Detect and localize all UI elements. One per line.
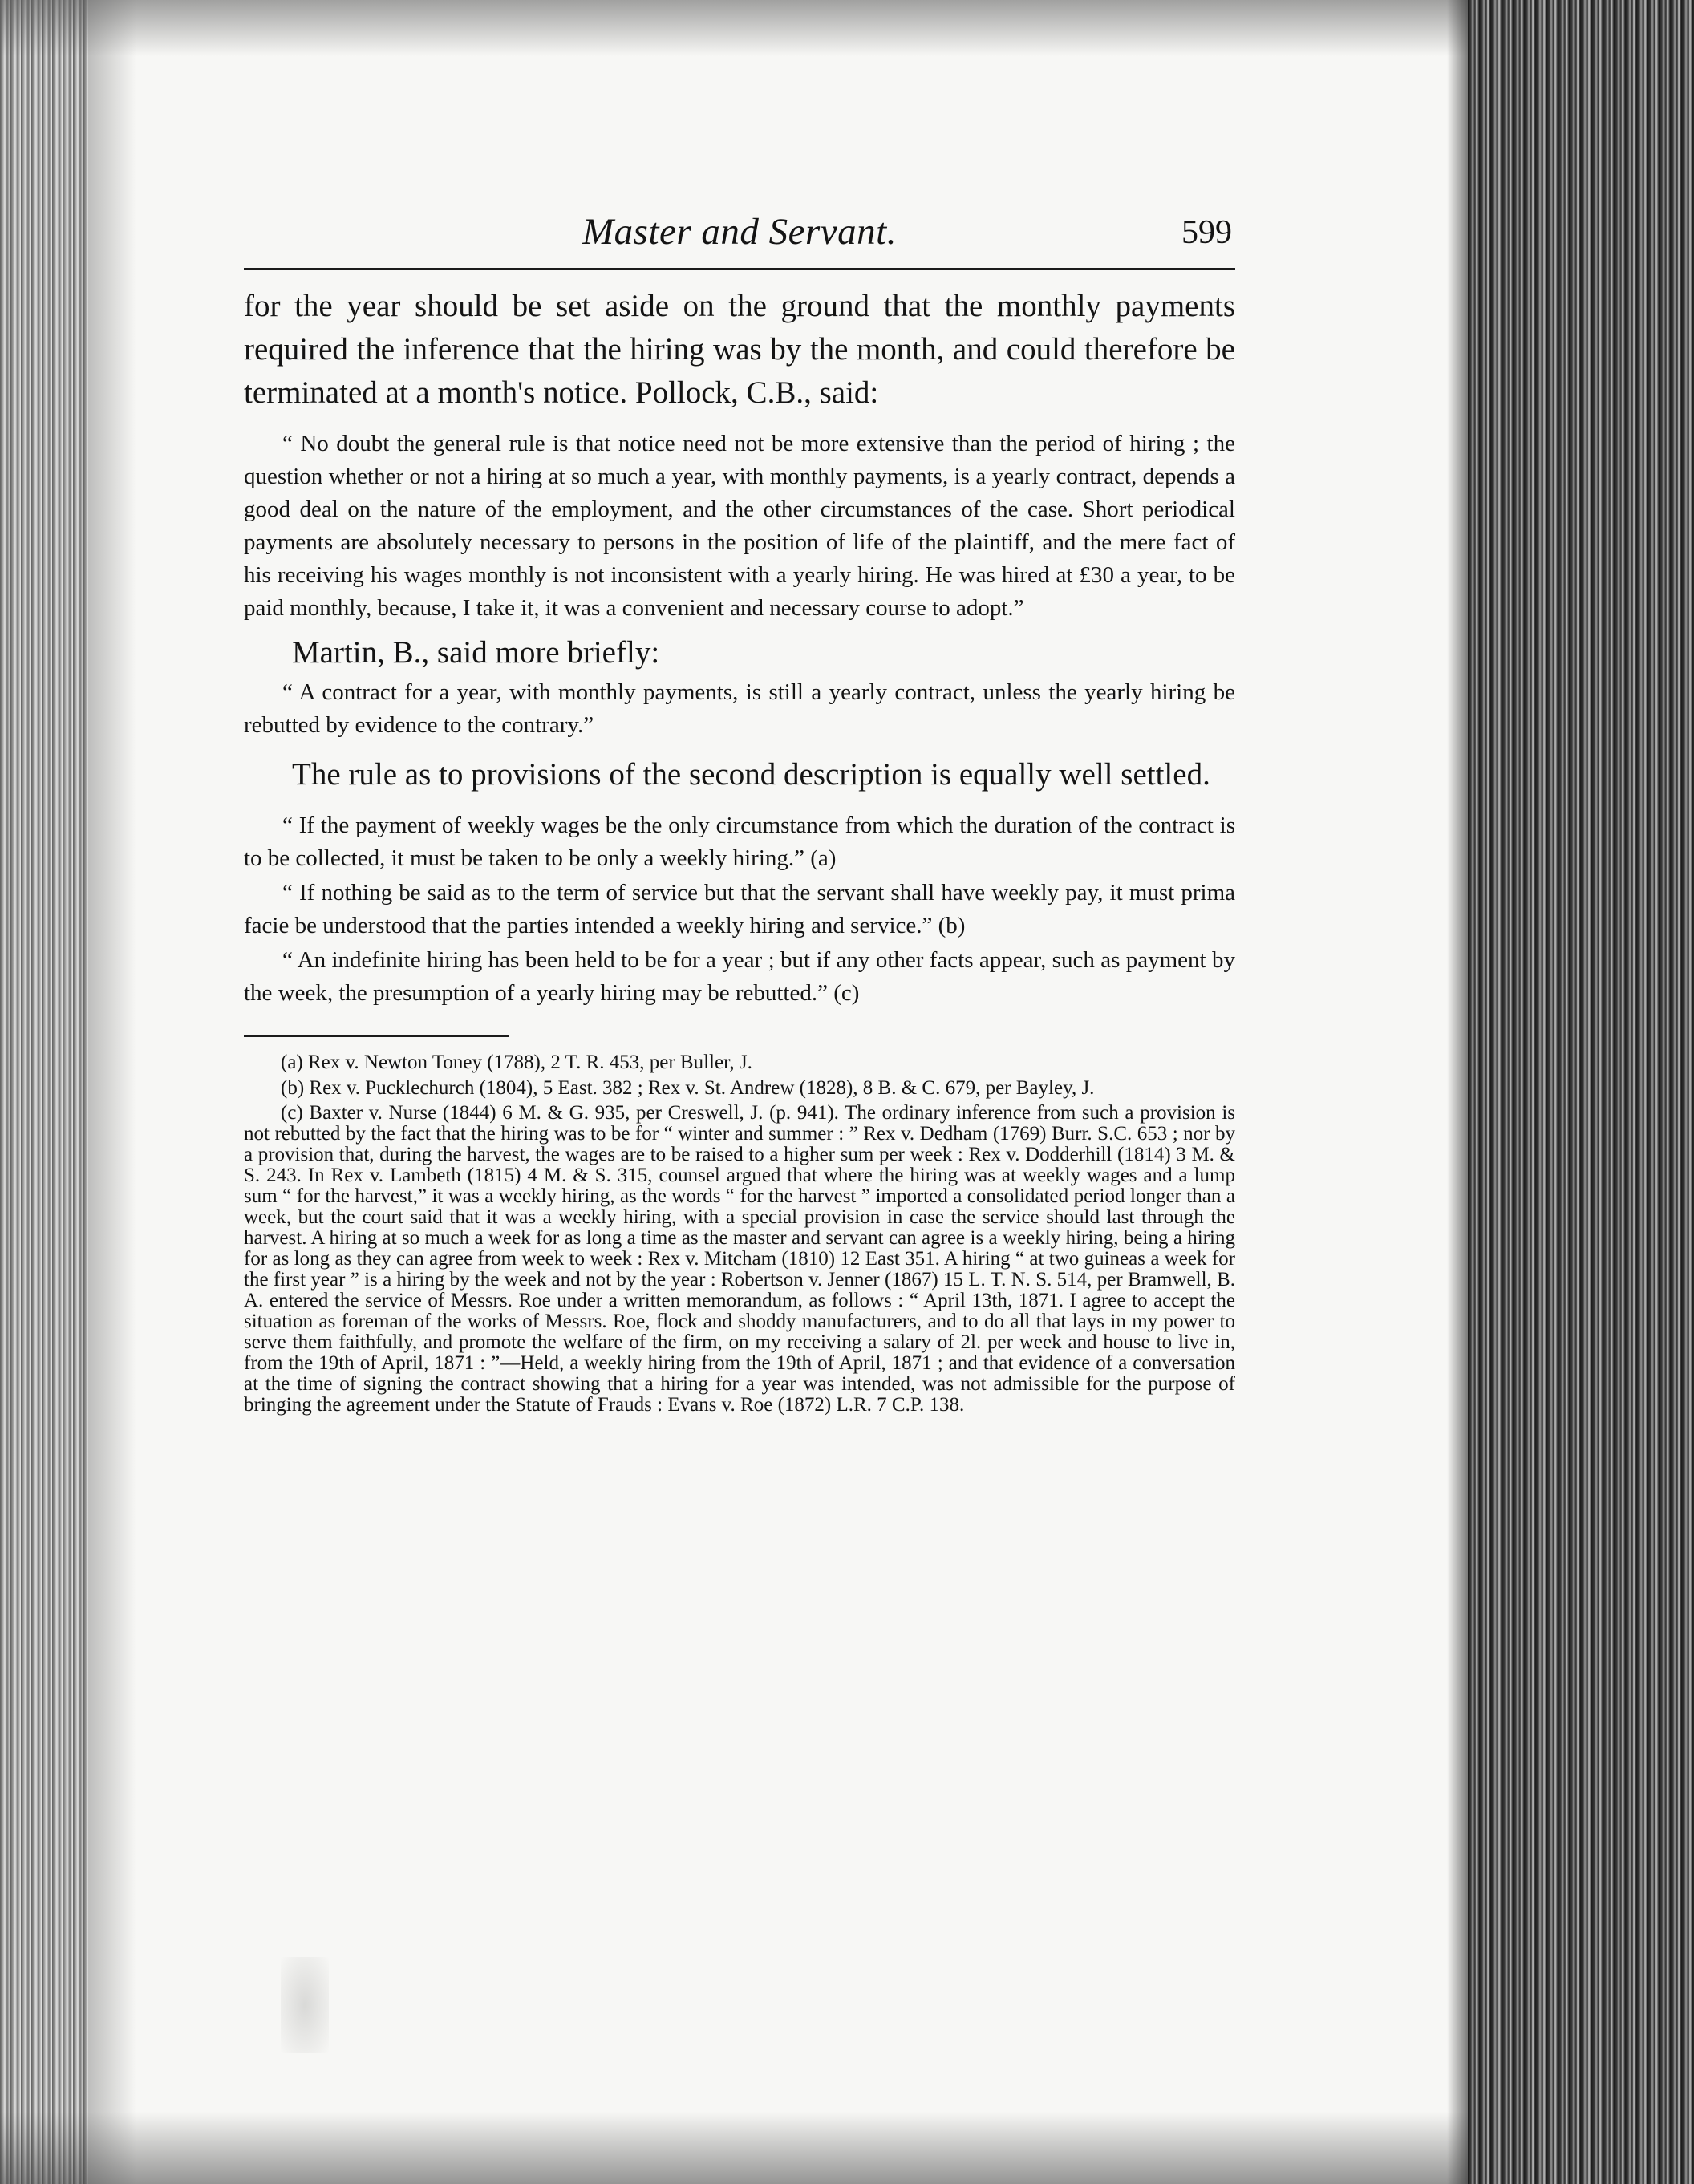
body-paragraph-2: Martin, B., said more briefly: (292, 635, 660, 670)
quote-a: “ If the payment of weekly wages be the only circumstance from which the duration of the contract is to be collected, it must be taken to be only a weekly hiring.” (a) (244, 812, 1235, 871)
page-number: 599 (1181, 214, 1232, 251)
scan-edge-top (0, 0, 1468, 56)
quote-pollock: “ No doubt the general rule is that notice need not be more extensive than the period of hiring ; the question whether or not a hiring at so much a year, with monthly payments, is a yearly contract, depends a good deal on the nature of the employment, and the other circumstances of the case. Short periodical payments are absolutely necessary to persons in the position of life of the plaintiff, and the mere fact of his receiving his wages monthly is not inconsistent with a yearly hiring. He was hired at £30 a year, to be paid monthly, because, I take it, it was a convenient and necessary course to adopt.” (244, 431, 1235, 621)
running-title: Master and Servant. (582, 211, 897, 253)
body-paragraph-3: The rule as to provisions of the second description is equally well settled. (292, 757, 1210, 792)
quote-c: “ An indefinite hiring has been held to be for a year ; but if any other facts appear, such as payment by the week, the presumption of a yearly hiring may be rebutted.” (c) (244, 947, 1235, 1006)
body-paragraph-1: for the year should be set aside on the ground that the monthly payments required the inference that the hiring was by the month, and could therefore be terminated at a month's notice. Pollock, C.B., said: (244, 289, 1235, 410)
header-rule (244, 268, 1235, 270)
running-head (244, 210, 1235, 260)
scan-shadow-left (88, 0, 136, 2184)
scan-edge-bottom (0, 2112, 1468, 2184)
scan-shadow-right (1447, 0, 1468, 2184)
footnote-rule (244, 1035, 509, 1037)
footnote-c: (c) Baxter v. Nurse (1844) 6 M. & G. 935, per Creswell, J. (p. 941). The ordinary inference from such a provision is not rebutted by the fact that the hiring was to be for “ winter and summer : ” Rex v. Dedham (1769) Burr. S.C. 653 ; nor by a provision that, during the harvest, the wages are to be raised to a higher sum per week : Rex v. Dodderhill (1814) 3 M. & S. 243. In Rex v. Lambeth (1815) 4 M. & S. 315, counsel argued that where the hiring was at weekly wages and a lump sum “ for the harvest,” it was a weekly hiring, as the words “ for the harvest ” imported a consolidated period longer than a week, but the court said that it was a weekly hiring, with a special provision in case the service should last through the harvest. A hiring at so much a week for as long a time as the master and servant can agree is a weekly hiring, being a hiring for as long as they can agree from week to week : Rex v. Mitcham (1810) 12 East 351. A hiring “ at two guineas a week for the first year ” is a hiring by the week and not by the year : Robertson v. Jenner (1867) 15 L. T. N. S. 514, per Bramwell, B. A. entered the service of Messrs. Roe under a written memorandum, as follows : “ April 13th, 1871. I agree to accept the situation as foreman of the works of Messrs. Roe, flock and shoddy manufacturers, and to do all that lays in my power to serve them faithfully, and promote the welfare of the firm, on my receiving a salary of 2l. per week and house to live in, from the 19th of April, 1871 : ”—Held, a weekly hiring from the 19th of April, 1871 ; and that evidence of a conversation at the time of signing the contract showing that a hiring for a year was intended, was not admissible for the purpose of bringing the agreement under the Statute of Frauds : Evans v. Roe (1872) L.R. 7 C.P. 138. (244, 1102, 1235, 1416)
scan-edge-left (0, 0, 88, 2184)
footnote-a: (a) Rex v. Newton Toney (1788), 2 T. R. 453, per Buller, J. (281, 1051, 752, 1073)
footnote-b: (b) Rex v. Pucklechurch (1804), 5 East. 382 ; Rex v. St. Andrew (1828), 8 B. & C. 679, per Bayley, J. (281, 1077, 1095, 1099)
book-edge-right (1468, 0, 1694, 2184)
quote-b: “ If nothing be said as to the term of service but that the servant shall have weekly pay, it must prima facie be understood that the parties intended a weekly hiring and service.” (b) (244, 880, 1235, 938)
footnotes (244, 1051, 1235, 1416)
page-content (244, 210, 1235, 1419)
scan-smudge (281, 1957, 329, 2053)
quote-martin: “ A contract for a year, with monthly payments, is still a yearly contract, unless the yearly hiring be rebutted by evidence to the contrary.” (244, 679, 1235, 738)
